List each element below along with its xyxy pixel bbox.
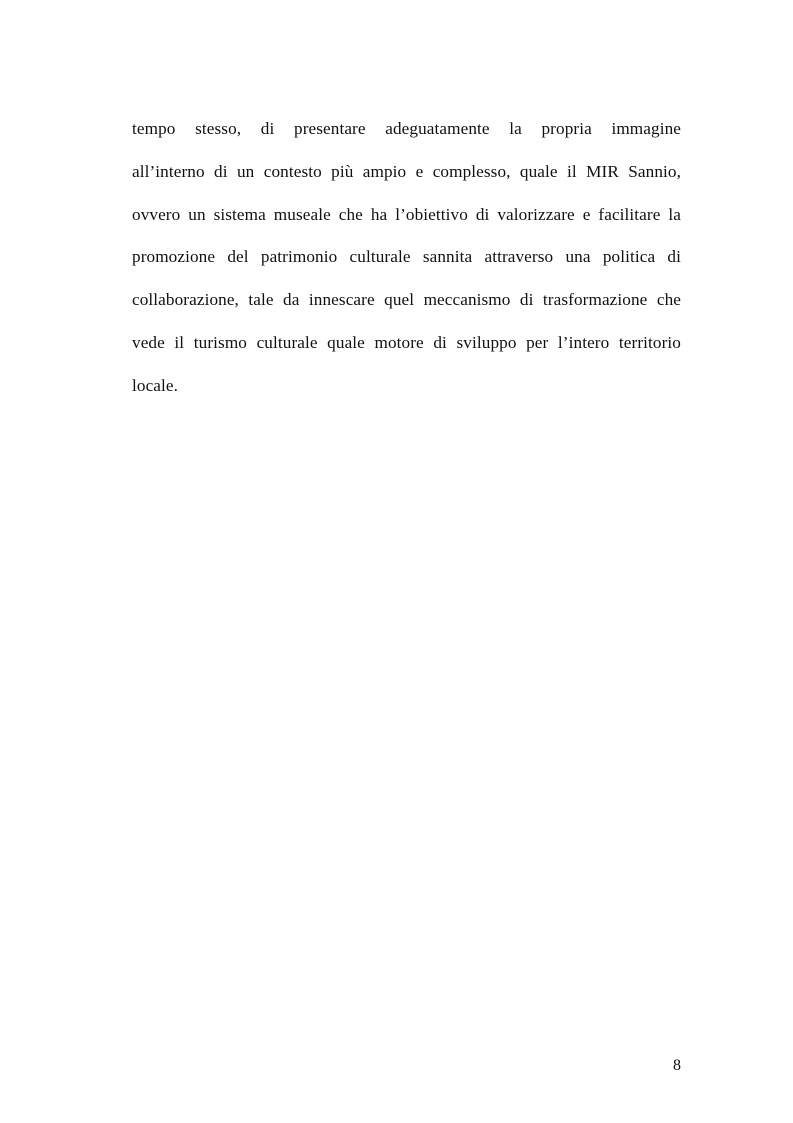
paragraph-line: collaborazione, tale da innescare quel meccanismo di trasformazione che [132,290,681,310]
paragraph-line: vede il turismo culturale quale motore di sviluppo per l’intero territorio [132,332,681,352]
paragraph-line: ovvero un sistema museale che ha l’obiettivo di valorizzare e facilitare la [132,204,681,224]
paragraph-line: all’interno di un contesto più ampio e complesso, quale il MIR Sannio, [132,161,681,181]
paragraph-line: tempo stesso, di presentare adeguatamente la propria immagine [132,119,681,138]
paragraph-line: locale. [132,375,179,395]
body-paragraph [132,108,681,408]
paragraph-line: promozione del patrimonio culturale sannita attraverso una politica di [132,247,681,267]
page-number: 8 [673,1057,681,1074]
